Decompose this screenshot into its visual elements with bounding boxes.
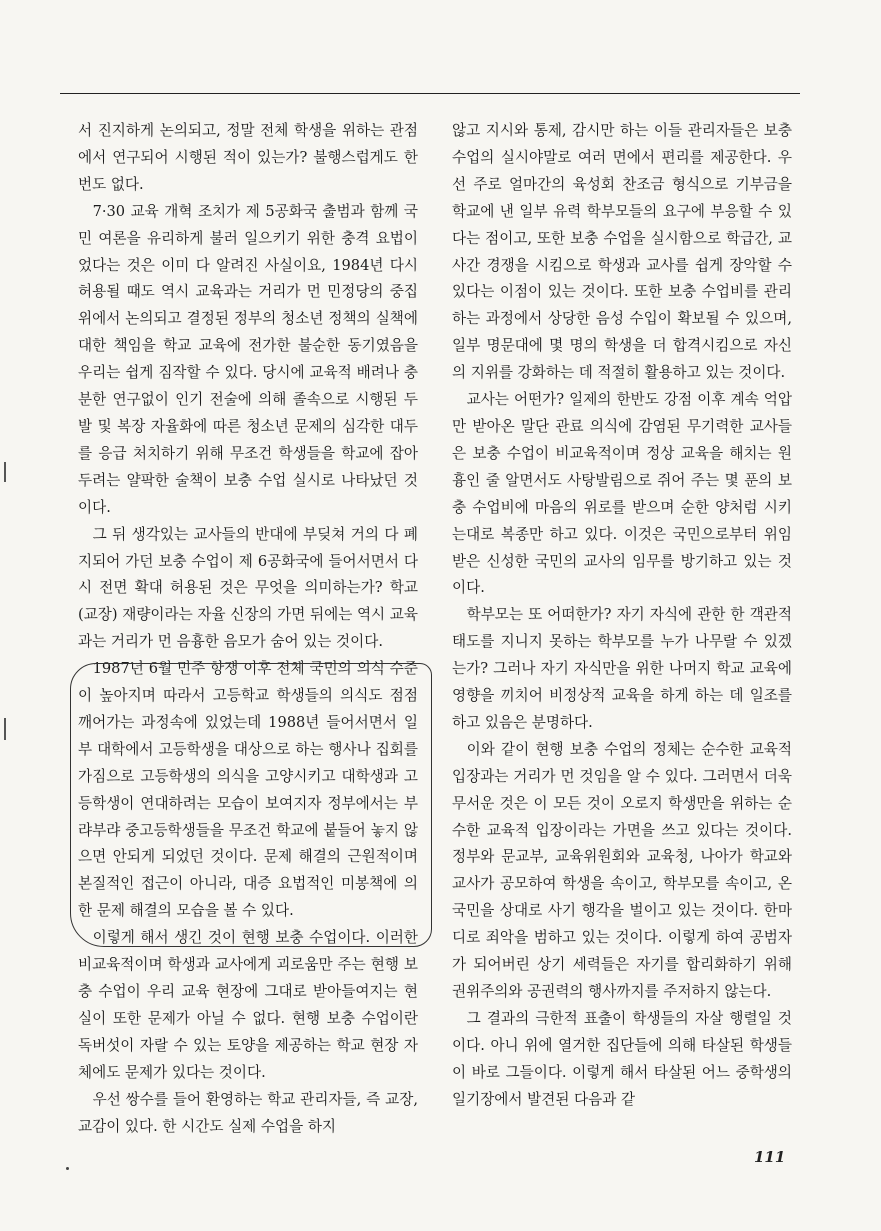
paragraph: 교사는 어떤가? 일제의 한반도 강점 이후 계속 억압만 받아온 말단 관료 의식에 감염된 무기력한 교사들은 보충 수업이 비교육적이며 정상 교육을 해치는 원흉인 줄 알면서도 사탕발림으로 쥐어 주는 몇 푼의 보충 수업비에 마음의 위로를 받으며 순한 양처럼 시키는대로 복종만 하고 있다. 이것은 국민으로부터 위임받은 신성한 국민의 교사의 임무를 방기하고 있는 것이다. (452, 391, 792, 597)
page-number: 111 (754, 1148, 786, 1166)
stray-dot (66, 1167, 69, 1170)
paragraph: 그 결과의 극한적 표출이 학생들의 자살 행렬일 것이다. 아니 위에 열거한 집단들에 의해 타살된 학생들이 바로 그들이다. 이렇게 해서 타살된 어느 중학생의 일기장에서 발견된 다음과 같 (452, 1009, 792, 1108)
paragraph: 않고 지시와 통제, 감시만 하는 이들 관리자들은 보충 수업의 실시야말로 여러 면에서 편리를 제공한다. 우선 주로 얼마간의 육성회 찬조금 형식으로 기부금을 학교에 낸 일부 유력 학부모들의 요구에 부응할 수 있다는 점이고, 또한 보충 수업을 실시함으로 학급간, 교사간 경쟁을 시킴으로 학생과 교사를 쉽게 장악할 수 있다는 이점이 있는 것이다. 또한 보충 수업비를 관리하는 과정에서 상당한 음성 수입이 확보될 수 있으며, 일부 명문대에 몇 명의 학생을 더 합격시킴으로 자신의 지위를 강화하는 데 적절히 활용하고 있는 것이다. (452, 122, 792, 382)
paragraph: 이와 같이 현행 보충 수업의 정체는 순수한 교육적 입장과는 거리가 먼 것임을 알 수 있다. 그러면서 더욱 무서운 것은 이 모든 것이 오로지 학생만을 위하는 순수한 교육적 입장이라는 가면을 쓰고 있다는 것이다. 정부와 문교부, 교육위원회와 교육청, 나아가 학교와 교사가 공모하여 학생을 속이고, 학부모를 속이고, 온 국민을 상대로 사기 행각을 벌이고 있는 것이다. 한마디로 죄악을 범하고 있는 것이다. 이렇게 하여 공범자가 되어버린 상기 세력들은 자기를 합리화하기 위해 권위주의와 공권력의 행사까지를 주저하지 않는다. (452, 740, 792, 1000)
paragraph: 우선 쌍수를 들어 환영하는 학교 관리자들, 즉 교장, 교감이 있다. 한 시간도 실제 수업을 하지 (78, 1090, 418, 1135)
margin-mark (4, 462, 6, 482)
paragraph: 7·30 교육 개혁 조치가 제 5공화국 출범과 함께 국민 여론을 유리하게 불러 일으키기 위한 충격 요법이었다는 것은 이미 다 알려진 사실이요, 1984년 다시 허용될 때도 역시 교육과는 거리가 먼 민정당의 중집위에서 논의되고 결정된 정부의 청소년 정책의 실책에 대한 책임을 학교 교육에 전가한 불순한 동기였음을 우리는 쉽게 짐작할 수 있다. 당시에 교육적 배려나 충분한 연구없이 인기 전술에 의해 졸속으로 시행된 두발 및 복장 자율화에 따른 청소년 문제의 심각한 대두를 응급 처치하기 위해 무조건 학생들을 학교에 잡아두려는 얄팍한 술책이 보충 수업 실시로 나타났던 것이다. (78, 202, 418, 516)
header-rule (60, 93, 800, 94)
paragraph: 이렇게 해서 생긴 것이 현행 보충 수업이다. 이러한 비교육적이며 학생과 교사에게 괴로움만 주는 현행 보충 수업이 우리 교육 현장에 그대로 받아들여지는 현실이 또한 문제가 아닐 수 없다. 현행 보충 수업이란 독버섯이 자랄 수 있는 토양을 제공하는 학교 현장 자체에도 문제가 있다는 것이다. (78, 929, 418, 1081)
left-column (78, 118, 418, 1140)
margin-mark (4, 718, 6, 740)
paragraph: 학부모는 또 어떠한가? 자기 자식에 관한 한 객관적 태도를 지니지 못하는 학부모를 누가 나무랄 수 있겠는가? 그러나 자기 자식만을 위한 나머지 학교 교육에 영향을 끼치어 비정상적 교육을 하게 하는 데 일조를 하고 있음은 분명하다. (452, 606, 792, 731)
paragraph: 서 진지하게 논의되고, 정말 전체 학생을 위하는 관점에서 연구되어 시행된 적이 있는가? 불행스럽게도 한 번도 없다. (78, 122, 418, 193)
paragraph: 그 뒤 생각있는 교사들의 반대에 부딪쳐 거의 다 폐지되어 가던 보충 수업이 제 6공화국에 들어서면서 다시 전면 확대 허용된 것은 무엇을 의미하는가? 학교(교장) 재량이라는 자율 신장의 가면 뒤에는 역시 교육과는 거리가 먼 음흉한 음모가 숨어 있는 것이다. (78, 525, 418, 651)
right-column (452, 118, 792, 1114)
paragraph-circled: 1987년 6월 민주 항쟁 이후 전체 국민의 의식 수준이 높아지며 따라서 고등학교 학생들의 의식도 점점 깨어가는 과정속에 있었는데 1988년 들어서면서 일부 대학에서 고등학생을 대상으로 하는 행사나 집회를 가짐으로 고등학생의 의식을 고양시키고 대학생과 고등학생이 연대하려는 모습이 보여지자 정부에서는 부랴부랴 중고등학생들을 무조건 학교에 붙들어 놓지 않으면 안되게 되었던 것이다. 문제 해결의 근원적이며 본질적인 접근이 아니라, 대증 요법적인 미봉책에 의한 문제 해결의 모습을 볼 수 있다. (78, 660, 418, 920)
